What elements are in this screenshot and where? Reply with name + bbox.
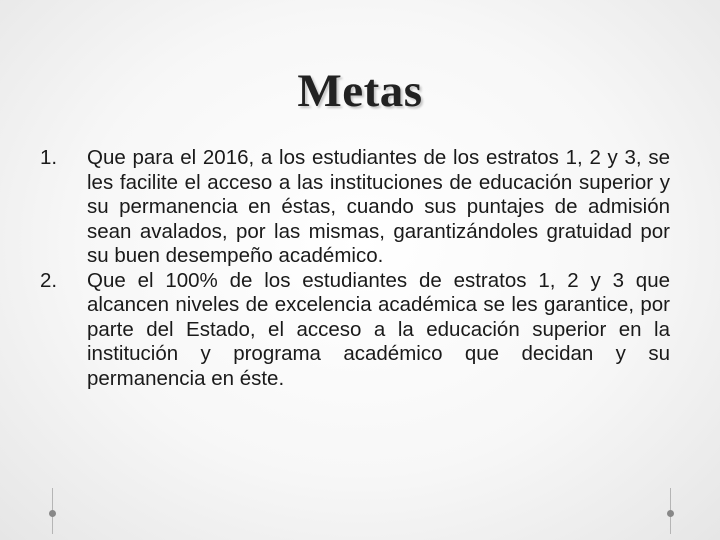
right-ornament-dot xyxy=(667,510,674,517)
goals-list xyxy=(40,146,670,391)
slide-title: Metas xyxy=(297,65,423,117)
goal-item-2 xyxy=(40,269,670,392)
goal-number-2: 2. xyxy=(40,268,58,292)
goal-text-2: Que el 100% de los estudiantes de estratos 1, 2 y 3 que alcancen niveles de excelencia académica se les garantice, por parte del Estado, el acceso a la educación superior en la institución y programa académico que decidan y su permanencia en éste. xyxy=(87,268,670,390)
goal-number-1: 1. xyxy=(40,146,58,169)
left-ornament-dot xyxy=(49,510,56,517)
goal-item-1 xyxy=(40,146,670,269)
goal-text-1: Que para el 2016, a los estudiantes de los estratos 1, 2 y 3, se les facilite el acceso a las instituciones de educación superior y su permanencia en éstas, cuando sus puntajes de admisión sean avalados, por las mismas, garantizándoles gratuidad por su buen desempeño académico. xyxy=(87,146,670,267)
